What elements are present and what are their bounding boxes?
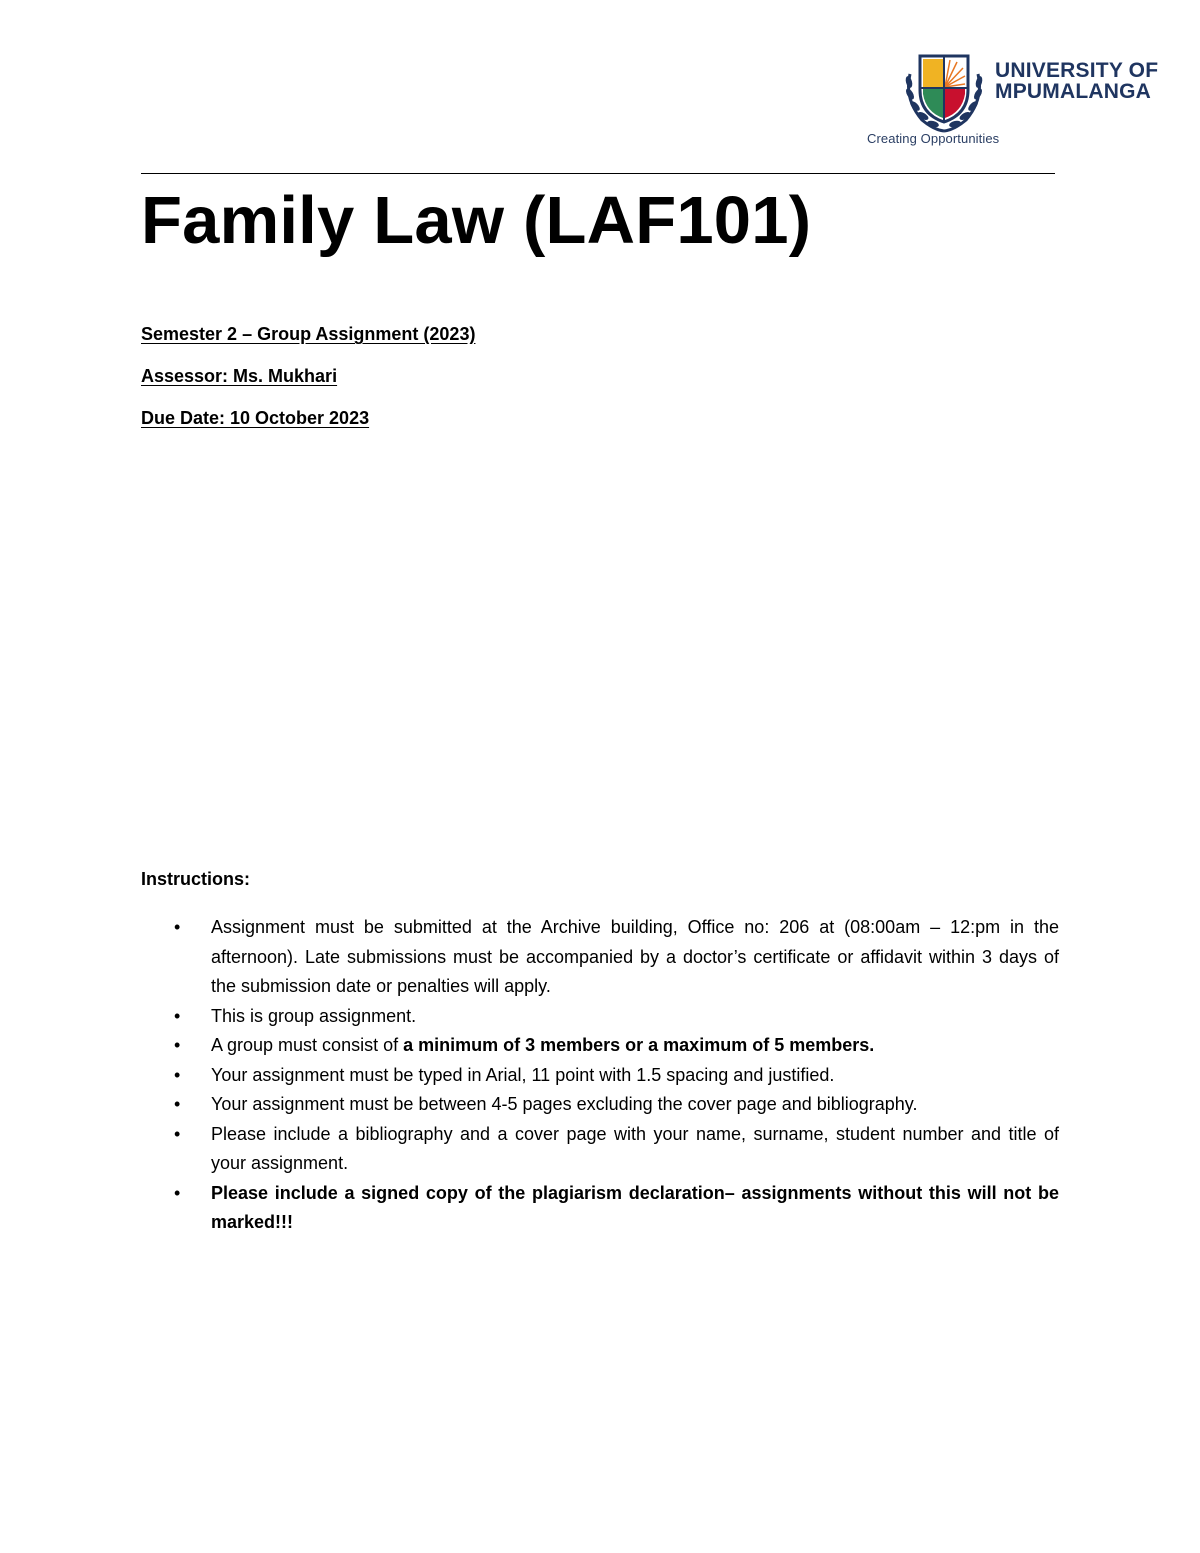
instructions-heading: Instructions: <box>141 869 251 889</box>
instruction-item <box>141 1002 1059 1032</box>
instruction-text: A group must consist of <box>211 1035 404 1055</box>
university-name-line2: MPUMALANGA <box>995 80 1151 103</box>
header-divider <box>141 173 1055 174</box>
instruction-item <box>141 913 1059 1002</box>
university-crest-icon <box>900 44 988 134</box>
instruction-item <box>141 1179 1059 1238</box>
due-date-line: Due Date: 10 October 2023 <box>141 408 370 428</box>
bullet-icon: • <box>174 1035 181 1055</box>
bullet-icon: • <box>174 1064 181 1085</box>
instructions-list <box>141 913 1059 1238</box>
instruction-text: This is group assignment. <box>211 1005 417 1026</box>
university-name <box>995 60 1158 102</box>
university-name-line1: UNIVERSITY OF <box>995 59 1159 82</box>
instruction-text: Assignment must be submitted at the Archive building, Office no: 206 at (08:00am – 12:pm in the afternoon). Late submissions must be accompanied by a doctor’s certificate or affidavit within 3 days of the submission date or penalties will apply. <box>211 917 1059 996</box>
instruction-item <box>141 1090 1059 1120</box>
bullet-icon: • <box>174 1123 181 1144</box>
instruction-item <box>141 1061 1059 1091</box>
document-title: Family Law (LAF101) <box>141 183 812 258</box>
bullet-icon: • <box>174 1094 181 1114</box>
instruction-text: Your assignment must be between 4-5 pages excluding the cover page and bibliography. <box>211 1094 918 1114</box>
instruction-text: Your assignment must be typed in Arial, 11 point with 1.5 spacing and justified. <box>211 1064 835 1085</box>
semester-line: Semester 2 – Group Assignment (2023) <box>141 324 476 344</box>
bullet-icon: • <box>174 1182 181 1203</box>
instruction-text-bold: Please include a signed copy of the plagiarism declaration– assignments without this will not be marked!!! <box>211 1182 1059 1232</box>
university-logo <box>867 44 1160 154</box>
instruction-text-bold: a minimum of 3 members or a maximum of 5 members. <box>403 1035 875 1055</box>
instruction-text: Please include a bibliography and a cover page with your name, surname, student number and title of your assignment. <box>211 1123 1059 1173</box>
bullet-icon: • <box>174 1005 181 1026</box>
instruction-item <box>141 1120 1059 1179</box>
bullet-icon: • <box>174 917 181 937</box>
university-tagline: Creating Opportunities <box>867 131 1000 146</box>
assessor-line: Assessor: Ms. Mukhari <box>141 366 338 386</box>
instruction-item <box>141 1031 1059 1061</box>
